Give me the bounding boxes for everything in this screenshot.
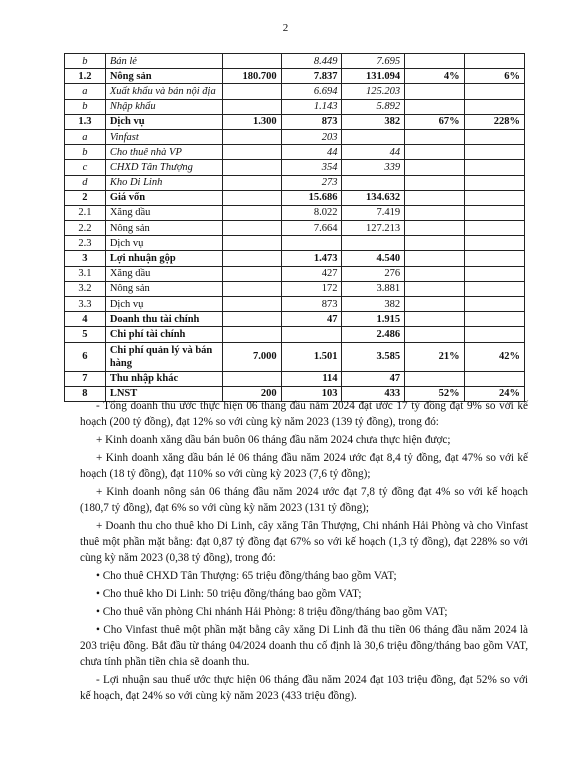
- table-row: [65, 99, 525, 114]
- table-row: [65, 327, 525, 342]
- actual-2024-cell: 8.022: [281, 205, 342, 220]
- pct-vs-plan-cell: 67%: [405, 114, 464, 129]
- pct-vs-prior-year-cell: [464, 99, 524, 114]
- item-name-cell: Vinfast: [105, 129, 222, 144]
- plan-value-cell: 7.000: [223, 342, 282, 371]
- row-number-cell: 2: [65, 190, 106, 205]
- row-number-cell: c: [65, 160, 106, 175]
- pct-vs-prior-year-cell: 6%: [464, 69, 524, 84]
- pct-vs-prior-year-cell: [464, 251, 524, 266]
- plan-value-cell: [223, 251, 282, 266]
- table-row: [65, 114, 525, 129]
- actual-2024-cell: 427: [281, 266, 342, 281]
- row-number-cell: 8: [65, 386, 106, 401]
- actual-2024-cell: 1.473: [281, 251, 342, 266]
- pct-vs-plan-cell: [405, 236, 464, 251]
- row-number-cell: 3.1: [65, 266, 106, 281]
- item-name-cell: Dịch vụ: [105, 114, 222, 129]
- paragraph: + Kinh doanh xăng dầu bán lẻ 06 tháng đầu năm 2024 ước đạt 8,4 tỷ đồng, đạt 47% so với kế hoạch (18 tỷ đồng), đạt 110% so với cùng kỳ 2023 (7,6 tỷ đồng);: [80, 452, 528, 480]
- plan-value-cell: [223, 175, 282, 190]
- plan-value-cell: [223, 129, 282, 144]
- pct-vs-prior-year-cell: [464, 236, 524, 251]
- plan-value-cell: [223, 266, 282, 281]
- actual-2024-cell: 7.664: [281, 221, 342, 236]
- item-name-cell: Xăng dầu: [105, 205, 222, 220]
- actual-2023-cell: 7.695: [342, 54, 405, 69]
- item-name-cell: Xuất khẩu và bán nội địa: [105, 84, 222, 99]
- actual-2023-cell: 382: [342, 297, 405, 312]
- pct-vs-prior-year-cell: [464, 160, 524, 175]
- pct-vs-prior-year-cell: [464, 297, 524, 312]
- row-number-cell: b: [65, 145, 106, 160]
- pct-vs-plan-cell: [405, 327, 464, 342]
- actual-2023-cell: [342, 129, 405, 144]
- report-text: [80, 399, 528, 707]
- plan-value-cell: [223, 221, 282, 236]
- row-number-cell: 2.1: [65, 205, 106, 220]
- pct-vs-plan-cell: [405, 221, 464, 236]
- actual-2023-cell: 3.585: [342, 342, 405, 371]
- plan-value-cell: [223, 312, 282, 327]
- table-row: [65, 69, 525, 84]
- actual-2023-cell: [342, 175, 405, 190]
- item-name-cell: Nông sản: [105, 221, 222, 236]
- actual-2024-cell: [281, 327, 342, 342]
- pct-vs-prior-year-cell: [464, 54, 524, 69]
- row-number-cell: 7: [65, 371, 106, 386]
- item-name-cell: Giá vốn: [105, 190, 222, 205]
- actual-2023-cell: 127.213: [342, 221, 405, 236]
- pct-vs-plan-cell: 52%: [405, 386, 464, 401]
- table-row: [65, 145, 525, 160]
- paragraph: • Cho thuê CHXD Tân Thượng: 65 triệu đồng/tháng bao gồm VAT;: [96, 570, 397, 582]
- row-number-cell: 3.2: [65, 281, 106, 296]
- pct-vs-plan-cell: [405, 205, 464, 220]
- actual-2024-cell: 7.837: [281, 69, 342, 84]
- actual-2024-cell: 172: [281, 281, 342, 296]
- actual-2023-cell: 131.094: [342, 69, 405, 84]
- item-name-cell: Nông sản: [105, 281, 222, 296]
- actual-2023-cell: 44: [342, 145, 405, 160]
- actual-2023-cell: 276: [342, 266, 405, 281]
- pct-vs-prior-year-cell: 42%: [464, 342, 524, 371]
- plan-value-cell: [223, 327, 282, 342]
- plan-value-cell: [223, 281, 282, 296]
- item-name-cell: Chi phí tài chính: [105, 327, 222, 342]
- plan-value-cell: [223, 371, 282, 386]
- pct-vs-prior-year-cell: [464, 145, 524, 160]
- row-number-cell: 3.3: [65, 297, 106, 312]
- pct-vs-prior-year-cell: 24%: [464, 386, 524, 401]
- row-number-cell: 4: [65, 312, 106, 327]
- plan-value-cell: [223, 145, 282, 160]
- pct-vs-plan-cell: [405, 281, 464, 296]
- actual-2023-cell: 382: [342, 114, 405, 129]
- pct-vs-prior-year-cell: [464, 327, 524, 342]
- table-row: [65, 251, 525, 266]
- actual-2024-cell: 8.449: [281, 54, 342, 69]
- item-name-cell: Xăng dầu: [105, 266, 222, 281]
- actual-2023-cell: 5.892: [342, 99, 405, 114]
- paragraph: • Cho thuê văn phòng Chi nhánh Hải Phòng: 8 triệu đồng/tháng bao gồm VAT;: [96, 606, 448, 619]
- pct-vs-prior-year-cell: [464, 205, 524, 220]
- pct-vs-prior-year-cell: [464, 129, 524, 144]
- actual-2024-cell: 47: [281, 312, 342, 327]
- pct-vs-prior-year-cell: [464, 175, 524, 190]
- table-row: [65, 281, 525, 296]
- table-row: [65, 84, 525, 99]
- pct-vs-plan-cell: [405, 297, 464, 312]
- pct-vs-plan-cell: [405, 99, 464, 114]
- pct-vs-prior-year-cell: [464, 266, 524, 281]
- pct-vs-plan-cell: [405, 160, 464, 175]
- pct-vs-plan-cell: [405, 145, 464, 160]
- plan-value-cell: [223, 297, 282, 312]
- table-row: [65, 160, 525, 175]
- pct-vs-plan-cell: [405, 190, 464, 205]
- actual-2024-cell: 6.694: [281, 84, 342, 99]
- actual-2023-cell: 433: [342, 386, 405, 401]
- table-row: [65, 266, 525, 281]
- actual-2024-cell: 1.143: [281, 99, 342, 114]
- actual-2023-cell: 134.632: [342, 190, 405, 205]
- row-number-cell: a: [65, 129, 106, 144]
- actual-2024-cell: 103: [281, 386, 342, 401]
- actual-2023-cell: 4.540: [342, 251, 405, 266]
- table-row: [65, 175, 525, 190]
- item-name-cell: Doanh thu tài chính: [105, 312, 222, 327]
- actual-2024-cell: 203: [281, 129, 342, 144]
- actual-2024-cell: 44: [281, 145, 342, 160]
- item-name-cell: Cho thuê nhà VP: [105, 145, 222, 160]
- actual-2024-cell: 873: [281, 114, 342, 129]
- actual-2023-cell: 125.203: [342, 84, 405, 99]
- item-name-cell: Lợi nhuận gộp: [105, 251, 222, 266]
- row-number-cell: 2.2: [65, 221, 106, 236]
- pct-vs-prior-year-cell: [464, 281, 524, 296]
- table-row: [65, 297, 525, 312]
- plan-value-cell: [223, 54, 282, 69]
- pct-vs-plan-cell: [405, 371, 464, 386]
- pct-vs-prior-year-cell: [464, 371, 524, 386]
- item-name-cell: Thu nhập khác: [105, 371, 222, 386]
- pct-vs-plan-cell: [405, 175, 464, 190]
- plan-value-cell: 200: [223, 386, 282, 401]
- table-row: [65, 236, 525, 251]
- plan-value-cell: [223, 205, 282, 220]
- pct-vs-plan-cell: [405, 266, 464, 281]
- table-row: [65, 221, 525, 236]
- pct-vs-prior-year-cell: 228%: [464, 114, 524, 129]
- table-row: [65, 54, 525, 69]
- actual-2024-cell: 114: [281, 371, 342, 386]
- plan-value-cell: [223, 160, 282, 175]
- table-body: [65, 54, 525, 402]
- pct-vs-prior-year-cell: [464, 190, 524, 205]
- item-name-cell: Nông sản: [105, 69, 222, 84]
- table-row: [65, 342, 525, 371]
- actual-2023-cell: 7.419: [342, 205, 405, 220]
- row-number-cell: 5: [65, 327, 106, 342]
- pct-vs-plan-cell: [405, 312, 464, 327]
- paragraph: • Cho thuê kho Di Linh: 50 triệu đồng/tháng bao gồm VAT;: [96, 588, 362, 601]
- actual-2024-cell: 354: [281, 160, 342, 175]
- item-name-cell: Nhập khẩu: [105, 99, 222, 114]
- paragraph: - Tổng doanh thu ước thực hiện 06 tháng đầu năm 2024 đạt ước 17 tỷ đồng đạt 9% so với kế hoạch (200 tỷ đồng), đạt 12% so với cùng kỳ năm 2023 (139 tỷ đồng), trong đó:: [80, 400, 528, 428]
- row-number-cell: d: [65, 175, 106, 190]
- table-row: [65, 371, 525, 386]
- row-number-cell: 3: [65, 251, 106, 266]
- actual-2023-cell: 1.915: [342, 312, 405, 327]
- row-number-cell: a: [65, 84, 106, 99]
- pct-vs-prior-year-cell: [464, 221, 524, 236]
- item-name-cell: LNST: [105, 386, 222, 401]
- table-row: [65, 129, 525, 144]
- pct-vs-prior-year-cell: [464, 312, 524, 327]
- plan-value-cell: [223, 190, 282, 205]
- row-number-cell: b: [65, 54, 106, 69]
- row-number-cell: 1.2: [65, 69, 106, 84]
- paragraph: + Kinh doanh nông sản 06 tháng đầu năm 2024 ước đạt 7,8 tỷ đồng đạt 4% so với kế hoạch (180,7 tỷ đồng), đạt 6% so với cùng kỳ năm 2023 (131 tỷ đồng);: [80, 486, 528, 514]
- table-row: [65, 190, 525, 205]
- item-name-cell: CHXD Tân Thượng: [105, 160, 222, 175]
- actual-2024-cell: 873: [281, 297, 342, 312]
- pct-vs-prior-year-cell: [464, 84, 524, 99]
- paragraph: • Cho Vinfast thuê một phần mặt bằng cây xăng Di Linh đã thu tiền 06 tháng đầu năm 2024 là 203 triệu đồng. Bắt đầu từ tháng 04/2024 doanh thu cố định là 30,6 triệu đồng/tháng bao gồm VAT, chưa tính phần tiền chia sẽ doanh thu.: [80, 624, 528, 669]
- pct-vs-plan-cell: 21%: [405, 342, 464, 371]
- pct-vs-plan-cell: [405, 84, 464, 99]
- actual-2023-cell: 47: [342, 371, 405, 386]
- item-name-cell: Dịch vụ: [105, 297, 222, 312]
- plan-value-cell: [223, 99, 282, 114]
- plan-value-cell: 180.700: [223, 69, 282, 84]
- pct-vs-plan-cell: [405, 54, 464, 69]
- item-name-cell: Bán lẻ: [105, 54, 222, 69]
- pct-vs-plan-cell: [405, 129, 464, 144]
- plan-value-cell: 1.300: [223, 114, 282, 129]
- row-number-cell: 1.3: [65, 114, 106, 129]
- pct-vs-plan-cell: [405, 251, 464, 266]
- paragraph: + Kinh doanh xăng dầu bán buôn 06 tháng đầu năm 2024 chưa thực hiện được;: [96, 434, 451, 446]
- actual-2023-cell: 2.486: [342, 327, 405, 342]
- table-row: [65, 205, 525, 220]
- paragraph: - Lợi nhuận sau thuế ước thực hiện 06 tháng đầu năm 2024 đạt 103 triệu đồng, đạt 52% so với kế hoạch, đạt 24% so với cùng kỳ năm 2023 (433 triệu đồng).: [80, 674, 528, 703]
- actual-2024-cell: 273: [281, 175, 342, 190]
- plan-value-cell: [223, 84, 282, 99]
- actual-2023-cell: 3.881: [342, 281, 405, 296]
- actual-2023-cell: 339: [342, 160, 405, 175]
- item-name-cell: Chi phí quản lý và bán hàng: [105, 342, 222, 371]
- item-name-cell: Dịch vụ: [105, 236, 222, 251]
- plan-value-cell: [223, 236, 282, 251]
- row-number-cell: b: [65, 99, 106, 114]
- pct-vs-plan-cell: 4%: [405, 69, 464, 84]
- paragraph: + Doanh thu cho thuê kho Di Linh, cây xăng Tân Thượng, Chi nhánh Hải Phòng và cho Vinfast thuê một phần mặt bằng: đạt 0,87 tỷ đồng đạt 67% so với kế hoạch (1,3 tỷ đồng), đạt 228% so với cùng kỳ năm 2023 (0,38 tỷ đồng), trong đó:: [80, 520, 528, 564]
- page-number: 2: [282, 22, 289, 34]
- row-number-cell: 2.3: [65, 236, 106, 251]
- table-row: [65, 312, 525, 327]
- actual-2024-cell: 1.501: [281, 342, 342, 371]
- actual-2024-cell: [281, 236, 342, 251]
- row-number-cell: 6: [65, 342, 106, 371]
- financial-table: [64, 53, 525, 402]
- actual-2023-cell: [342, 236, 405, 251]
- actual-2024-cell: 15.686: [281, 190, 342, 205]
- item-name-cell: Kho Di Linh: [105, 175, 222, 190]
